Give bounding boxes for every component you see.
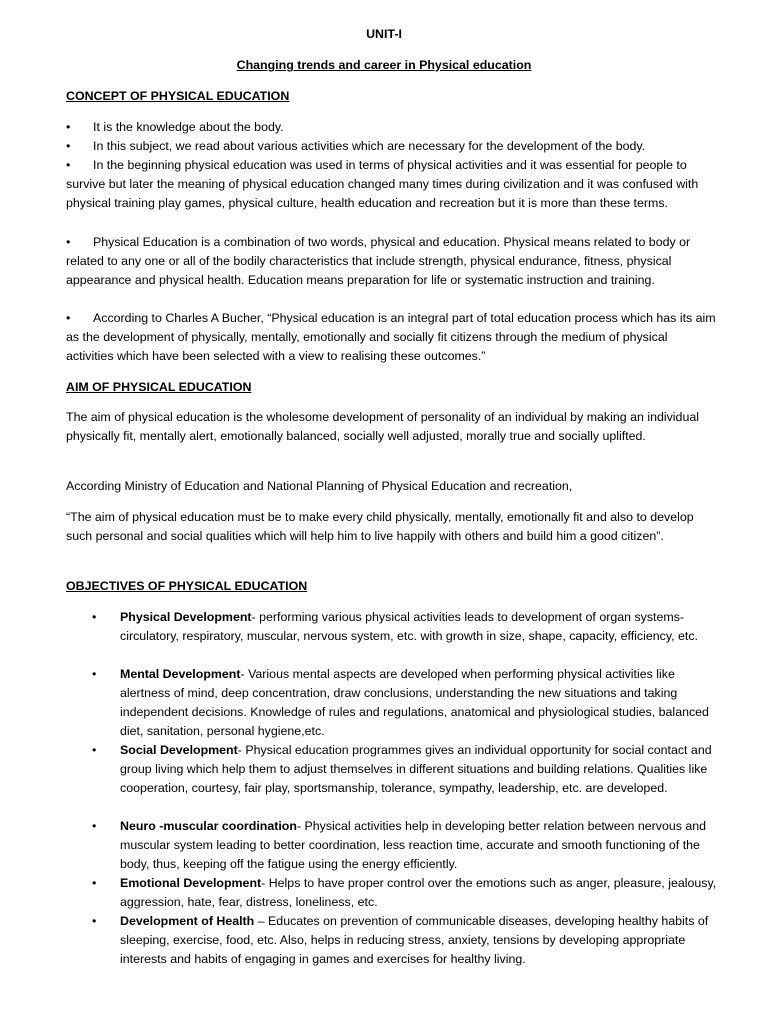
objective-text: - Physical education programmes gives an individual opportunity for social contact and group living which help them to adjust themselves in different situations and building relations. Qualities like cooperation, courtesy, fair play, sportsmanship, tolerance, sympathy, leadership, etc. are developed. (120, 743, 712, 795)
bullet-icon: • (66, 158, 71, 172)
objective-text: - Physical activities help in developing better relation between nervous and muscular system leading to better coordination, less reaction time, accurate and smooth functioning of the body, thus, keeping off the fatigue using the energy efficiently. (120, 819, 707, 871)
bullet-icon: • (92, 743, 97, 757)
objective-item (92, 741, 722, 798)
bullet-icon: • (66, 311, 71, 325)
objectives-heading: OBJECTIVES OF PHYSICAL EDUCATION (66, 579, 308, 593)
objective-term: Emotional Development (120, 876, 262, 890)
concept-item-text: It is the knowledge about the body. (93, 120, 284, 134)
concept-item (66, 118, 716, 137)
objective-term: Development of Health (120, 914, 255, 928)
objective-term: Social Development (120, 743, 238, 757)
concept-item-text: In the beginning physical education was used in terms of physical activities and it was essential for people to survive but later the meaning of physical education changed many times during civilization and it was confused with physical training play games, physical culture, health education and recreation but it is more than these terms. (66, 158, 699, 210)
objective-term: Neuro -muscular coordination (120, 819, 297, 833)
objective-text: - Helps to have proper control over the emotions such as anger, pleasure, jealousy, aggression, hate, fear, distress, loneliness, etc. (120, 876, 717, 909)
unit-label: UNIT-I (366, 27, 402, 41)
objective-term: Mental Development (120, 667, 241, 681)
bullet-icon: • (92, 610, 97, 624)
aim-quote: “The aim of physical education must be to make every child physically, mentally, emotionally fit and also to develop such personal and social qualities which will help him to live happily with others and build him a good citizen”. (66, 510, 694, 543)
objective-item (92, 665, 722, 741)
concept-item (66, 309, 716, 366)
aim-paragraph: The aim of physical education is the wholesome development of personality of an individual by making an individual physically fit, mentally alert, emotionally balanced, socially well adjusted, morally true and socially uplifted. (66, 410, 699, 443)
objective-item (92, 912, 722, 969)
objective-text: - performing various physical activities leads to development of organ systems- circulatory, respiratory, muscular, nervous system, etc. with growth in size, shape, capacity, efficiency, etc. (120, 610, 698, 643)
page-title: Changing trends and career in Physical education (236, 58, 532, 72)
objective-text: - Various mental aspects are developed when performing physical activities like alertness of mind, deep concentration, draw conclusions, understanding the new situations and taking independent decisions. Knowledge of rules and regulations, anatomical and physiological studies, balanced diet, sanitation, personal hygiene,etc. (120, 667, 709, 738)
objective-item (92, 817, 722, 874)
concept-item-text: According to Charles A Bucher, “Physical education is an integral part of total education process which has its aim as the development of physically, mentally, emotionally and socially fit citizens through the medium of physical activities which have been selected with a view to realising these outcomes.” (66, 311, 716, 363)
concept-item (66, 156, 716, 213)
bullet-icon: • (92, 914, 97, 928)
objective-item (92, 608, 722, 646)
concept-heading: CONCEPT OF PHYSICAL EDUCATION (66, 89, 290, 103)
concept-item-text: In this subject, we read about various activities which are necessary for the development of the body. (93, 139, 646, 153)
concept-item (66, 233, 716, 290)
bullet-icon: • (92, 667, 97, 681)
bullet-icon: • (66, 235, 71, 249)
bullet-icon: • (66, 139, 71, 153)
concept-item (66, 137, 716, 156)
objective-term: Physical Development (120, 610, 252, 624)
bullet-icon: • (66, 120, 71, 134)
aim-heading: AIM OF PHYSICAL EDUCATION (66, 380, 252, 394)
aim-paragraph: According Ministry of Education and National Planning of Physical Education and recreation, (66, 479, 573, 493)
objective-text: – Educates on prevention of communicable diseases, developing healthy habits of sleeping, exercise, food, etc. Also, helps in reducing stress, anxiety, tensions by developing appropriate interests and habits of engaging in games and exercises for healthy living. (120, 914, 709, 966)
bullet-icon: • (92, 819, 97, 833)
concept-item-text: Physical Education is a combination of two words, physical and education. Physical means related to body or related to any one or all of the bodily characteristics that include strength, physical endurance, fitness, physical appearance and physical health. Education means preparation for life or systematic instruction and training. (66, 235, 691, 287)
objective-item (92, 874, 722, 912)
bullet-icon: • (92, 876, 97, 890)
